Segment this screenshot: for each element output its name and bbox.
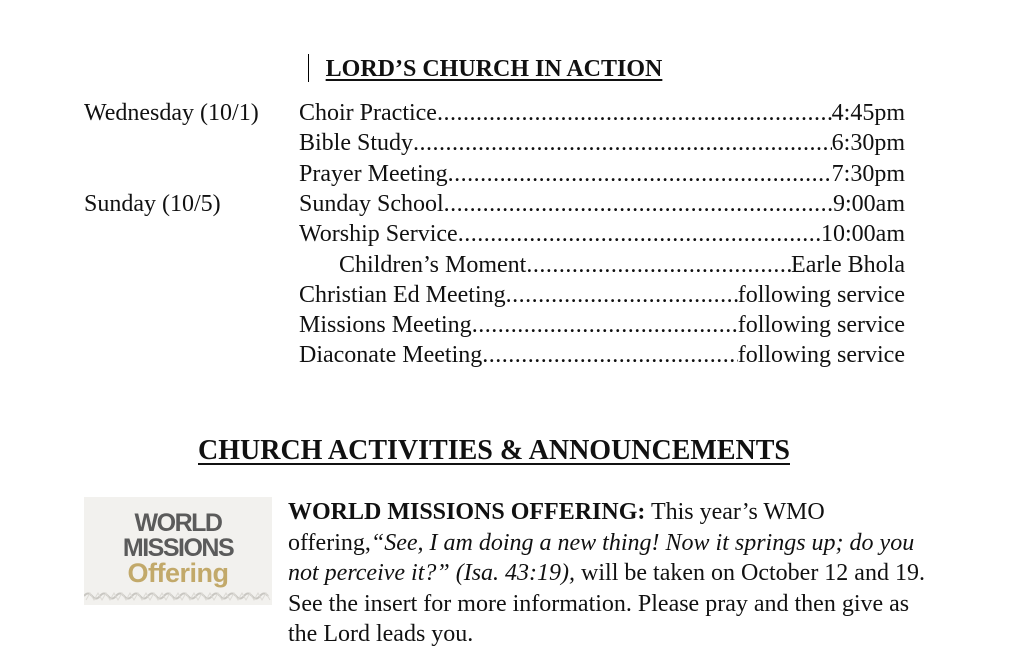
event-time: 7:30pm <box>831 160 905 187</box>
schedule-row <box>299 280 905 310</box>
event-name: Missions Meeting <box>299 312 472 339</box>
event-name: Diaconate Meeting <box>299 342 483 369</box>
schedule-row <box>299 128 905 158</box>
schedule-row <box>299 250 905 280</box>
schedule-row <box>299 189 905 219</box>
schedule-wednesday <box>299 98 905 189</box>
event-name: Worship Service <box>299 221 458 248</box>
event-time: 9:00am <box>833 191 905 217</box>
text-cursor <box>308 54 309 82</box>
event-name: Prayer Meeting <box>299 160 448 187</box>
section-title-church-in-action: LORD’S CHURCH IN ACTION <box>325 56 663 82</box>
event-time: following service <box>737 281 905 308</box>
logo-texture-strip <box>84 589 272 603</box>
logo-line-world: WORLD <box>134 509 222 537</box>
world-missions-logo <box>84 497 272 605</box>
announcement-intro: This year’s WMO offering, <box>288 499 825 556</box>
day-label-wednesday: Wednesday (10/1) <box>84 100 259 126</box>
schedule-sunday <box>299 189 905 371</box>
schedule-row <box>299 310 905 340</box>
event-time: following service <box>737 342 905 369</box>
logo-line-offering: Offering <box>127 558 229 588</box>
event-name: Choir Practice <box>299 100 437 126</box>
announcement-quote: “See, I am doing a new thing! Now it springs up; do you not perceive it?” (Isa. 43:19), <box>288 529 915 586</box>
event-time: 10:00am <box>821 221 905 248</box>
event-time: 6:30pm <box>831 130 905 157</box>
section-title-activities: CHURCH ACTIVITIES & ANNOUNCEMENTS <box>198 435 790 466</box>
schedule-row <box>299 340 905 370</box>
schedule-row <box>299 159 905 189</box>
logo-line-missions: MISSIONS <box>122 534 234 562</box>
announcement-heading: WORLD MISSIONS OFFERING: <box>288 499 646 525</box>
event-name: Children’s Moment <box>339 251 527 278</box>
announcement-world-missions <box>288 497 928 650</box>
day-label-sunday: Sunday (10/5) <box>84 191 221 217</box>
schedule-row <box>299 219 905 249</box>
event-name: Bible Study <box>299 130 414 157</box>
event-time: following service <box>737 312 905 339</box>
announcement-body: will be taken on October 12 and 19. See the insert for more information. Please pray and then give as the Lord leads you. <box>288 560 925 647</box>
event-leader: Earle Bhola <box>791 251 905 278</box>
event-name: Christian Ed Meeting <box>299 281 506 308</box>
schedule-row <box>299 98 905 128</box>
event-time: 4:45pm <box>831 100 905 126</box>
event-name: Sunday School <box>299 191 444 217</box>
